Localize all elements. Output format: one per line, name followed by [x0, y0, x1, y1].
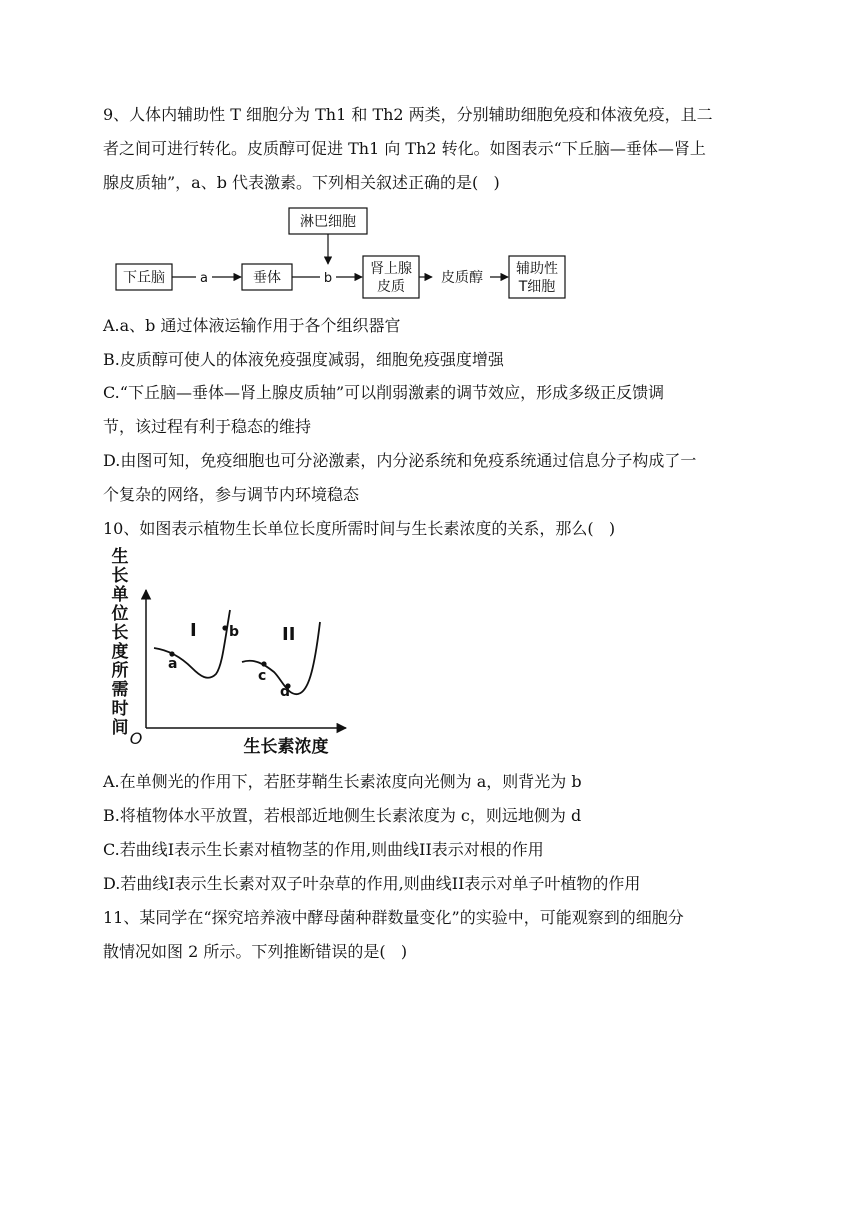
q9-option-d-line-2: 个复杂的网络，参与调节内环境稳态 — [103, 485, 360, 504]
q9-stem-line-2: 者之间可进行转化。皮质醇可促进 Th1 向 Th2 转化。如图表示“下丘脑—垂体—肾上 — [103, 139, 706, 158]
point-c-label: c — [258, 668, 267, 684]
y-axis-label-char: 所 — [111, 661, 129, 681]
hypothalamus-label: 下丘脑 — [123, 270, 165, 286]
lymphocyte-label: 淋巴细胞 — [300, 214, 356, 230]
y-axis-label-char: 生 — [111, 547, 129, 567]
q10-option-b: B.将植物体水平放置，若根部近地侧生长素浓度为 c，则远地侧为 d — [103, 806, 582, 825]
curve-ii-label: II — [282, 624, 296, 645]
q9-stem-line-1: 9、人体内辅助性 T 细胞分为 Th1 和 Th2 两类，分别辅助细胞免疫和体液免疫，且二 — [103, 105, 713, 124]
point-b-label: b — [229, 624, 240, 640]
y-axis-label-char: 长 — [111, 566, 129, 586]
cortisol-label: 皮质醇 — [441, 270, 483, 286]
point-b — [222, 625, 227, 630]
y-axis-label-char: 位 — [111, 604, 129, 624]
origin-label: O — [129, 729, 143, 748]
q9-option-d-line-1: D.由图可知，免疫细胞也可分泌激素，内分泌系统和免疫系统通过信息分子构成了一 — [103, 451, 697, 470]
q10-option-c: C.若曲线I表示生长素对植物茎的作用,则曲线II表示对根的作用 — [103, 840, 544, 859]
adrenal-cortex-label-2: 皮质 — [377, 279, 405, 295]
q10-stem: 10、如图表示植物生长单位长度所需时间与生长素浓度的关系，那么( ) — [103, 519, 616, 538]
y-axis-label-char: 单 — [111, 585, 129, 605]
q11-stem-line-1: 11、某同学在“探究培养液中酵母菌种群数量变化”的实验中，可能观察到的细胞分 — [103, 908, 684, 927]
helper-t-cell-label-2: T细胞 — [518, 279, 556, 295]
x-axis-label: 生长素浓度 — [243, 737, 329, 757]
hormone-a-label: a — [200, 271, 208, 286]
y-axis-label-char: 时 — [111, 699, 129, 719]
q9-option-c-line-1: C.“下丘脑—垂体—肾上腺皮质轴”可以削弱激素的调节效应，形成多级正反馈调 — [103, 383, 665, 402]
q9-option-b: B.皮质醇可使人的体液免疫强度减弱，细胞免疫强度增强 — [103, 350, 504, 369]
auxin-growth-graph — [108, 546, 348, 758]
pituitary-label: 垂体 — [253, 270, 281, 286]
adrenal-cortex-label-1: 肾上腺 — [370, 261, 412, 277]
y-axis-label-char: 度 — [111, 642, 129, 662]
y-axis-label-char: 间 — [111, 718, 129, 738]
curve-i-label: I — [190, 620, 197, 641]
q9-option-a: A.a、b 通过体液运输作用于各个组织器官 — [103, 316, 401, 335]
q9-stem-line-3: 腺皮质轴”，a、b 代表激素。下列相关叙述正确的是( ) — [103, 173, 500, 192]
point-d-label: d — [280, 684, 291, 700]
y-axis-label — [111, 546, 129, 738]
q9-option-c-line-2: 节，该过程有利于稳态的维持 — [103, 417, 312, 436]
y-axis-label-char: 长 — [111, 623, 129, 643]
y-axis-label-char: 需 — [111, 680, 129, 700]
point-c — [261, 661, 266, 666]
q11-stem-line-2: 散情况如图 2 所示。下列推断错误的是( ) — [103, 942, 408, 961]
hpa-axis-diagram — [100, 204, 580, 304]
point-a-label: a — [168, 656, 178, 672]
helper-t-cell-label-1: 辅助性 — [516, 261, 558, 277]
q10-option-d: D.若曲线I表示生长素对双子叶杂草的作用,则曲线II表示对单子叶植物的作用 — [103, 874, 641, 893]
hormone-b-label: b — [323, 271, 333, 286]
q10-option-a: A.在单侧光的作用下，若胚芽鞘生长素浓度向光侧为 a，则背光为 b — [103, 772, 582, 791]
